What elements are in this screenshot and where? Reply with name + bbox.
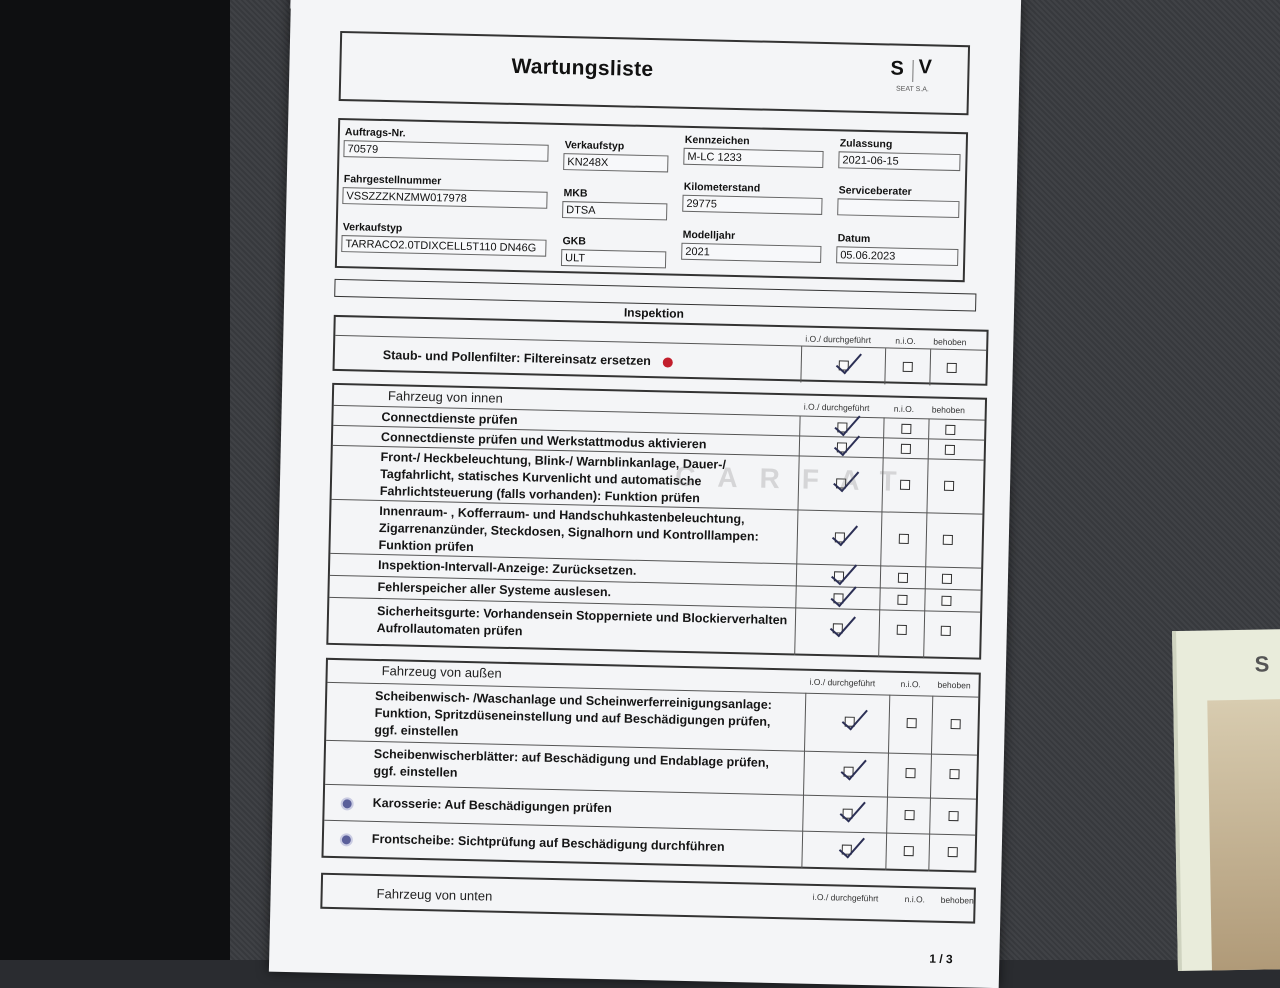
section-unten (320, 873, 976, 924)
checkbox-behoben[interactable] (948, 847, 958, 857)
maintenance-sheet (269, 0, 1021, 988)
label-verkaufstyp-full: Verkaufstyp (342, 221, 403, 235)
label-datum: Datum (837, 232, 871, 246)
blue-marker-dot (343, 799, 352, 808)
value-service (837, 198, 959, 218)
label-service: Serviceberater (838, 184, 912, 198)
checkbox-behoben[interactable] (945, 425, 955, 435)
cupra-logo-icon: V (918, 56, 933, 79)
row-text: Innenraum- , Kofferraum- und Handschuhkastenbeleuchtung, Zigarrenanzünder, Steckdosen, Signalhorn und Kontrolllampen: Funktion prüfen (378, 503, 759, 555)
value-auftrag: 70579 (343, 140, 548, 162)
label-mkb: MKB (563, 187, 588, 200)
vehicle-info-box (335, 118, 968, 282)
row-text: Fehlerspeicher aller Systeme auslesen. (377, 579, 612, 600)
table-row (334, 335, 986, 387)
value-verkaufstyp: KN248X (563, 153, 668, 172)
checkbox-nio[interactable] (904, 846, 914, 856)
value-verkaufstyp-full: TARRACO2.0TDIXCELL5T110 DN46G (341, 235, 546, 257)
value-modelljahr: 2021 (681, 243, 821, 263)
row-text: Scheibenwischerblätter: auf Beschädigung und Endablage prüfen, ggf. einstellen (373, 746, 770, 780)
watermark: CARFAT (674, 460, 919, 498)
checkbox-nio[interactable] (897, 595, 907, 605)
section-innen-title: Fahrzeug von innen (387, 388, 504, 406)
checkbox-nio[interactable] (901, 444, 911, 454)
checkmark-icon (840, 795, 866, 822)
value-datum: 05.06.2023 (836, 246, 958, 266)
checkbox-nio[interactable] (898, 573, 908, 583)
row-text: Connectdienste prüfen (381, 410, 518, 428)
checkbox-behoben[interactable] (947, 363, 957, 373)
checkmark-icon (836, 347, 862, 374)
colhead-behoben: behoben (931, 404, 965, 416)
checkmark-icon (842, 703, 868, 730)
seat-cupra-logo (886, 55, 957, 101)
label-fahrgestell: Fahrgestellnummer (343, 173, 442, 188)
checkbox-nio[interactable] (904, 810, 914, 820)
colhead-nio: n.i.O. (895, 335, 916, 347)
red-marker-dot (663, 357, 673, 367)
value-gkb: ULT (561, 249, 666, 268)
row-text: Sicherheitsgurte: Vorhandensein Stopperniete und Blockierverhalten Aufrollautomaten prüfen (376, 603, 788, 639)
row-text: Frontscheibe: Sichtprüfung auf Beschädigung durchführen (371, 831, 725, 854)
row-text: Inspektion-Intervall-Anzeige: Zurücksetzen. (377, 557, 637, 578)
checkbox-nio[interactable] (897, 625, 907, 635)
row-text: Scheibenwisch- /Waschanlage und Scheinwerferreinigungsanlage: Funktion, Spritzdüseneinstellung und auf Beschädigungen prüfen, ggf. einstellen (374, 688, 773, 739)
label-kennzeichen: Kennzeichen (684, 133, 750, 148)
checkmark-icon (830, 610, 856, 637)
checkbox-behoben[interactable] (941, 596, 951, 606)
checkbox-behoben[interactable] (943, 535, 953, 545)
label-gkb: GKB (562, 235, 586, 248)
label-km: Kilometerstand (683, 180, 761, 195)
brand-subtitle: SEAT S.A. (895, 85, 929, 94)
section-aussen (321, 658, 980, 873)
checkmark-icon (841, 753, 867, 780)
label-auftrag: Auftrags-Nr. (344, 126, 406, 140)
row-text: Karosserie: Auf Beschädigungen prüfen (372, 795, 612, 816)
value-zulassung: 2021-06-15 (838, 151, 960, 171)
header-box (339, 31, 970, 115)
checkbox-behoben[interactable] (941, 626, 951, 636)
checkbox-behoben[interactable] (948, 811, 958, 821)
label-zulassung: Zulassung (839, 137, 893, 151)
checkbox-behoben[interactable] (944, 481, 954, 491)
colhead-nio: n.i.O. (900, 678, 921, 690)
section-inspektion (333, 315, 989, 386)
service-booklet (1172, 629, 1280, 971)
colhead-behoben: behoben (940, 894, 974, 906)
page-number: 1 / 3 (929, 951, 953, 967)
value-km: 29775 (682, 195, 822, 215)
colhead-behoben: behoben (937, 679, 971, 691)
checkmark-icon (839, 831, 865, 858)
label-verkaufstyp: Verkaufstyp (564, 139, 625, 153)
colhead-nio: n.i.O. (893, 403, 915, 415)
checkbox-behoben[interactable] (945, 445, 955, 455)
col-divider (800, 347, 802, 383)
col-divider (884, 348, 886, 384)
row-text: Connectdienste prüfen und Werkstattmodus aktivieren (380, 430, 707, 452)
value-kennzeichen: M-LC 1233 (683, 148, 823, 168)
colhead-io: i.O./ durchgeführt (805, 333, 872, 346)
checkbox-nio[interactable] (907, 718, 917, 728)
colhead-nio: n.i.O. (904, 893, 926, 905)
row-text: Staub- und Pollenfilter: Filtereinsatz ersetzen (382, 348, 652, 369)
booklet-photo (1207, 699, 1280, 971)
label-modelljahr: Modelljahr (682, 228, 736, 242)
checkbox-nio[interactable] (901, 424, 911, 434)
colhead-io: i.O./ durchgeführt (809, 676, 876, 689)
colhead-io: i.O./ durchgeführt (812, 891, 879, 904)
seat-logo-icon: S (890, 57, 905, 80)
value-mkb: DTSA (562, 201, 667, 220)
checkbox-behoben[interactable] (951, 719, 961, 729)
checkbox-behoben[interactable] (949, 769, 959, 779)
logo-divider (912, 60, 913, 82)
blue-marker-dot (342, 835, 351, 844)
value-fahrgestell: VSSZZZKNZMW017978 (342, 187, 547, 209)
section-unten-title: Fahrzeug von unten (376, 886, 493, 904)
checkbox-nio[interactable] (903, 362, 913, 372)
checkbox-nio[interactable] (905, 768, 915, 778)
document-title: Wartungsliste (511, 54, 654, 82)
section-aussen-title: Fahrzeug von außen (381, 663, 502, 681)
colhead-behoben: behoben (933, 336, 967, 348)
booklet-logo: S (1254, 651, 1270, 677)
colhead-io: i.O./ durchgeführt (803, 401, 870, 414)
inspektion-title: Inspektion (623, 305, 685, 321)
row-text: Front-/ Heckbeleuchtung, Blink-/ Warnblinkanlage, Dauer-/ Tagfahrlicht, statisches Kurvenlicht und automatische Fahrlichtsteuerung (falls vorhanden): Funktion prüfen (379, 449, 727, 506)
checkbox-behoben[interactable] (942, 574, 952, 584)
col-divider (929, 349, 931, 385)
